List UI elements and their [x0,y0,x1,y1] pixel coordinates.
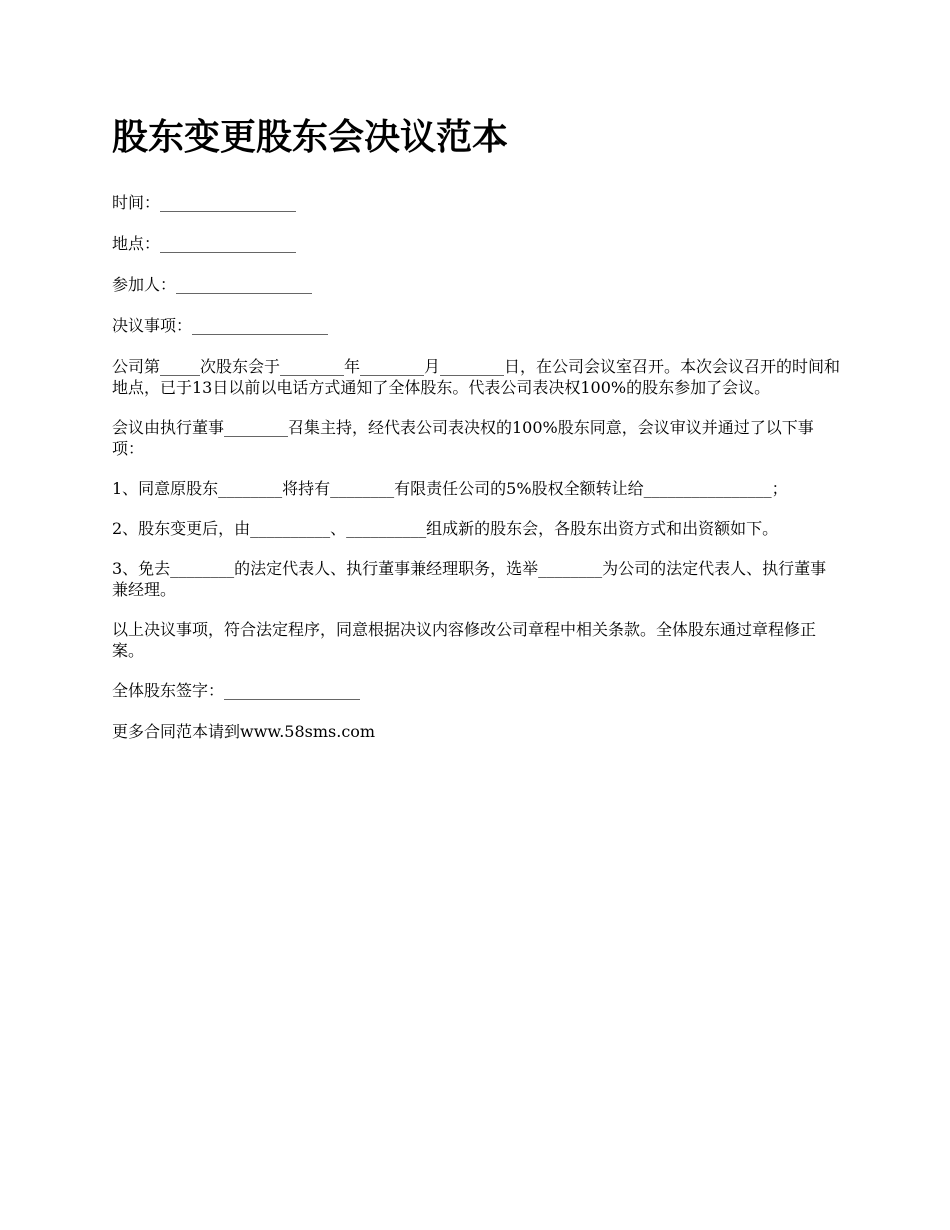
meeting-chair-paragraph: 会议由执行董事________召集主持，经代表公司表决权的100%股东同意，会议审议并通过了以下事项： [112,418,814,458]
meeting-notice-paragraph: 公司第_____次股东会于________年________月________日，在公司会议室召开。本次会议召开的时间和地点，已于13日以前以电话方式通知了全体股东。代表公司表决权100%的股东参加了会议。 [112,357,841,397]
resolution-item-1: 1、同意原股东________将持有________有限责任公司的5%股权全额转让给________________； [112,479,788,498]
meeting-location-line: 地点：_________________ [112,234,297,253]
signature-line: 全体股东签字：_________________ [112,681,361,700]
document-page [112,112,842,761]
resolution-item-3: 3、免去________的法定代表人、执行董事兼经理职务，选举________为公司的法定代表人、执行董事兼经理。 [112,559,827,599]
meeting-time-line: 时间：_________________ [112,193,297,212]
attendees-line: 参加人：_________________ [112,275,313,294]
resolution-matters-line: 决议事项：_________________ [112,316,329,335]
footer-website-line: 更多合同范本请到www.58sms.com [112,722,376,741]
resolution-conclusion-paragraph: 以上决议事项，符合法定程序，同意根据决议内容修改公司章程中相关条款。全体股东通过章程修正案。 [112,620,817,660]
document-title: 股东变更股东会决议范本 [112,116,509,158]
resolution-item-2: 2、股东变更后，由__________、__________组成新的股东会，各股东出资方式和出资额如下。 [112,519,779,538]
